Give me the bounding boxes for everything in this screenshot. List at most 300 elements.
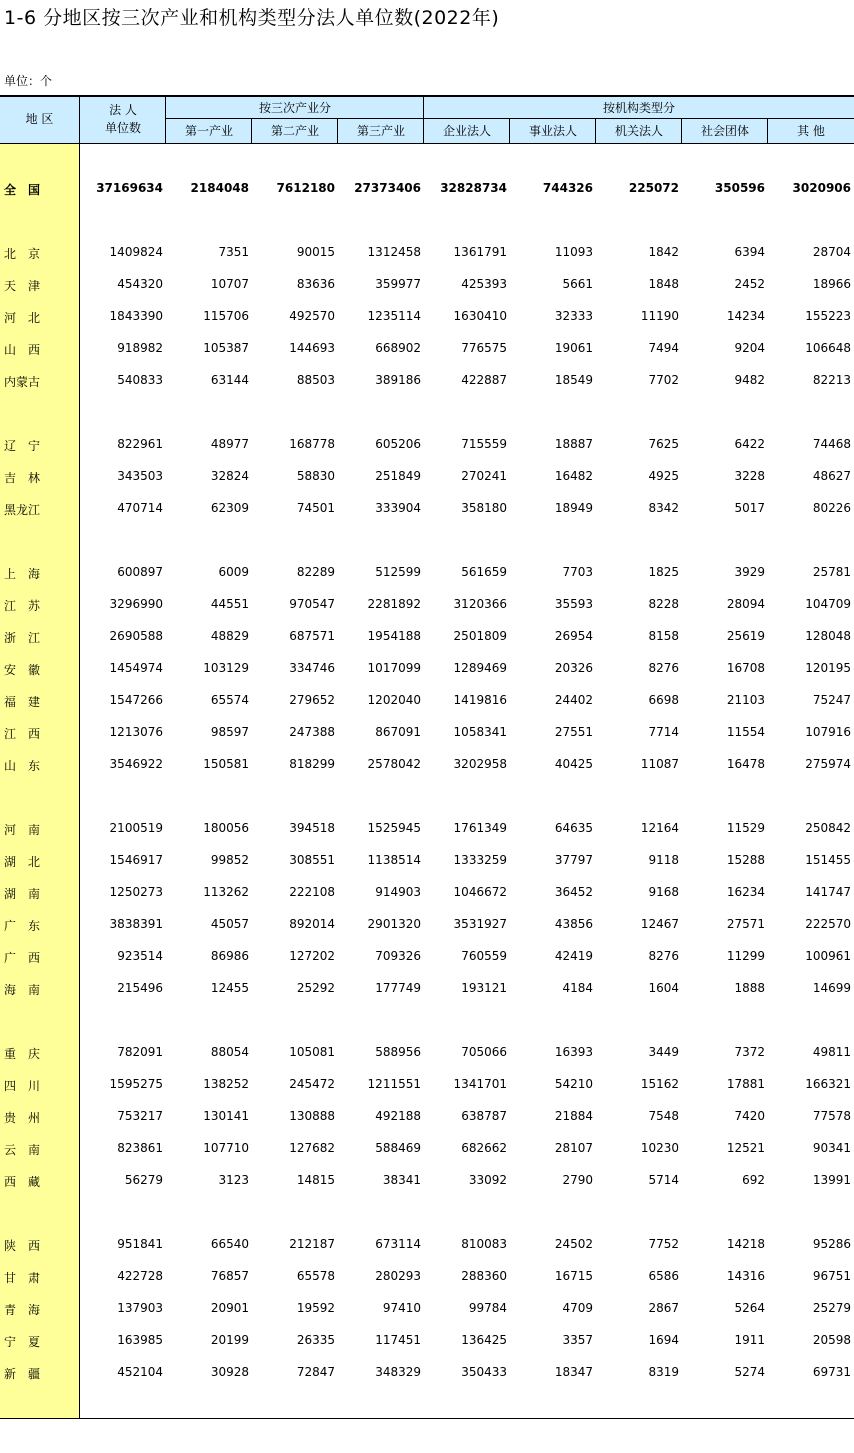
table-cell: 222108 xyxy=(289,885,335,899)
table-cell: 9482 xyxy=(734,373,765,387)
table-bottom-border xyxy=(0,1418,854,1419)
header-col-primary: 第一产业 xyxy=(184,124,233,138)
unit-label: 单位：个 xyxy=(4,74,53,88)
table-cell: 687571 xyxy=(289,629,335,643)
table-cell: 151455 xyxy=(805,853,851,867)
table-cell: 4184 xyxy=(562,981,593,995)
table-row xyxy=(0,754,854,774)
table-cell: 26335 xyxy=(296,1333,335,1347)
table-cell: 8228 xyxy=(648,597,679,611)
table-cell: 127202 xyxy=(289,949,335,963)
table-cell: 9168 xyxy=(648,885,679,899)
table-cell: 95286 xyxy=(812,1237,851,1251)
table-cell: 7548 xyxy=(648,1109,679,1123)
table-cell: 42419 xyxy=(554,949,593,963)
table-cell: 14699 xyxy=(812,981,851,995)
table-cell: 1017099 xyxy=(367,661,421,675)
table-cell: 744326 xyxy=(542,181,593,195)
table-cell: 6009 xyxy=(218,565,249,579)
table-cell: 6586 xyxy=(648,1269,679,1283)
table-cell: 7625 xyxy=(648,437,679,451)
region-name: 江 西 xyxy=(4,727,41,741)
table-cell: 350433 xyxy=(461,1365,507,1379)
table-cell: 7703 xyxy=(562,565,593,579)
region-name: 全 国 xyxy=(4,183,41,197)
table-row xyxy=(0,498,854,518)
table-row-total xyxy=(0,178,854,198)
table-row xyxy=(0,1170,854,1190)
table-cell: 1046672 xyxy=(453,885,507,899)
table-cell: 137903 xyxy=(117,1301,163,1315)
table-cell: 6422 xyxy=(734,437,765,451)
region-name: 云 南 xyxy=(4,1143,41,1157)
region-name: 天 津 xyxy=(4,279,41,293)
table-cell: 823861 xyxy=(117,1141,163,1155)
table-cell: 8158 xyxy=(648,629,679,643)
table-row xyxy=(0,306,854,326)
table-cell: 65574 xyxy=(210,693,249,707)
table-cell: 11299 xyxy=(726,949,765,963)
table-cell: 99852 xyxy=(210,853,249,867)
region-name: 广 东 xyxy=(4,919,41,933)
table-cell: 37797 xyxy=(554,853,593,867)
table-cell: 1842 xyxy=(648,245,679,259)
table-cell: 105081 xyxy=(289,1045,335,1059)
table-cell: 7372 xyxy=(734,1045,765,1059)
table-cell: 18347 xyxy=(554,1365,593,1379)
table-row xyxy=(0,434,854,454)
table-cell: 692 xyxy=(742,1173,765,1187)
table-cell: 13991 xyxy=(812,1173,851,1187)
table-cell: 15162 xyxy=(640,1077,679,1091)
table-cell: 5274 xyxy=(734,1365,765,1379)
table-cell: 28704 xyxy=(812,245,851,259)
table-cell: 36452 xyxy=(554,885,593,899)
table-cell: 77578 xyxy=(812,1109,851,1123)
table-cell: 113262 xyxy=(203,885,249,899)
table-cell: 115706 xyxy=(203,309,249,323)
table-cell: 1333259 xyxy=(453,853,507,867)
table-cell: 212187 xyxy=(289,1237,335,1251)
header-line-7 xyxy=(681,119,682,143)
table-row xyxy=(0,882,854,902)
table-cell: 275974 xyxy=(805,757,851,771)
table-cell: 38341 xyxy=(382,1173,421,1187)
table-cell: 155223 xyxy=(805,309,851,323)
table-cell: 4709 xyxy=(562,1301,593,1315)
table-cell: 782091 xyxy=(117,1045,163,1059)
table-cell: 7420 xyxy=(734,1109,765,1123)
table-cell: 88054 xyxy=(210,1045,249,1059)
table-cell: 12455 xyxy=(210,981,249,995)
table-cell: 128048 xyxy=(805,629,851,643)
table-cell: 308551 xyxy=(289,853,335,867)
header-col-government: 机关法人 xyxy=(614,124,663,138)
table-cell: 27373406 xyxy=(354,181,421,195)
region-name: 北 京 xyxy=(4,247,41,261)
table-cell: 97410 xyxy=(382,1301,421,1315)
table-cell: 130888 xyxy=(289,1109,335,1123)
table-cell: 2867 xyxy=(648,1301,679,1315)
region-name: 内蒙古 xyxy=(4,375,41,389)
table-cell: 11529 xyxy=(726,821,765,835)
table-cell: 2281892 xyxy=(367,597,421,611)
table-cell: 66540 xyxy=(210,1237,249,1251)
table-cell: 106648 xyxy=(805,341,851,355)
table-row xyxy=(0,1042,854,1062)
table-cell: 3546922 xyxy=(109,757,163,771)
header-col-social-group: 社会团体 xyxy=(700,124,749,138)
table-cell: 48977 xyxy=(210,437,249,451)
table-cell: 20326 xyxy=(554,661,593,675)
table-cell: 54210 xyxy=(554,1077,593,1091)
table-cell: 753217 xyxy=(117,1109,163,1123)
table-cell: 540833 xyxy=(117,373,163,387)
table-cell: 104709 xyxy=(805,597,851,611)
table-cell: 168778 xyxy=(289,437,335,451)
table-cell: 16478 xyxy=(726,757,765,771)
table-cell: 561659 xyxy=(461,565,507,579)
header-col-tertiary: 第三产业 xyxy=(356,124,405,138)
header-total-sub: 单位数 xyxy=(104,121,141,135)
region-name: 辽 宁 xyxy=(4,439,41,453)
table-cell: 26954 xyxy=(554,629,593,643)
table-cell: 5264 xyxy=(734,1301,765,1315)
table-cell: 27571 xyxy=(726,917,765,931)
table-cell: 177749 xyxy=(375,981,421,995)
header-divider xyxy=(166,118,854,119)
table-cell: 72847 xyxy=(296,1365,335,1379)
table-cell: 1595275 xyxy=(109,1077,163,1091)
table-cell: 1312458 xyxy=(367,245,421,259)
table-cell: 9118 xyxy=(648,853,679,867)
table-cell: 638787 xyxy=(461,1109,507,1123)
table-cell: 225072 xyxy=(628,181,679,195)
table-cell: 1761349 xyxy=(453,821,507,835)
table-cell: 333904 xyxy=(375,501,421,515)
table-cell: 7702 xyxy=(648,373,679,387)
table-cell: 454320 xyxy=(117,277,163,291)
table-row xyxy=(0,1074,854,1094)
table-cell: 88503 xyxy=(296,373,335,387)
table-cell: 74468 xyxy=(812,437,851,451)
table-cell: 1250273 xyxy=(109,885,163,899)
table-cell: 492188 xyxy=(375,1109,421,1123)
table-cell: 715559 xyxy=(461,437,507,451)
table-cell: 44551 xyxy=(210,597,249,611)
table-cell: 40425 xyxy=(554,757,593,771)
table-cell: 62309 xyxy=(210,501,249,515)
table-cell: 63144 xyxy=(210,373,249,387)
table-row xyxy=(0,1298,854,1318)
table-cell: 2578042 xyxy=(367,757,421,771)
header-group-org: 按机构类型分 xyxy=(602,101,675,115)
table-cell: 6394 xyxy=(734,245,765,259)
table-cell: 822961 xyxy=(117,437,163,451)
table-cell: 28094 xyxy=(726,597,765,611)
table-cell: 28107 xyxy=(554,1141,593,1155)
region-name: 上 海 xyxy=(4,567,41,581)
table-cell: 492570 xyxy=(289,309,335,323)
table-cell: 2184048 xyxy=(190,181,249,195)
table-header xyxy=(0,95,854,144)
header-line-6 xyxy=(595,119,596,143)
table-cell: 30928 xyxy=(210,1365,249,1379)
table-cell: 16715 xyxy=(554,1269,593,1283)
table-cell: 11190 xyxy=(640,309,679,323)
table-cell: 1138514 xyxy=(367,853,421,867)
table-cell: 425393 xyxy=(461,277,507,291)
table-cell: 82213 xyxy=(812,373,851,387)
table-cell: 166321 xyxy=(805,1077,851,1091)
table-cell: 20598 xyxy=(812,1333,851,1347)
table-cell: 1202040 xyxy=(367,693,421,707)
header-line-5 xyxy=(509,119,510,143)
table-cell: 14218 xyxy=(726,1237,765,1251)
table-cell: 21103 xyxy=(726,693,765,707)
table-cell: 48627 xyxy=(812,469,851,483)
table-cell: 18966 xyxy=(812,277,851,291)
table-cell: 1694 xyxy=(648,1333,679,1347)
table-cell: 1361791 xyxy=(453,245,507,259)
table-cell: 144693 xyxy=(289,341,335,355)
table-cell: 3357 xyxy=(562,1333,593,1347)
table-cell: 80226 xyxy=(812,501,851,515)
table-row xyxy=(0,658,854,678)
table-cell: 810083 xyxy=(461,1237,507,1251)
region-name: 新 疆 xyxy=(4,1367,41,1381)
table-cell: 14316 xyxy=(726,1269,765,1283)
table-cell: 1547266 xyxy=(109,693,163,707)
table-row xyxy=(0,946,854,966)
table-cell: 5714 xyxy=(648,1173,679,1187)
table-cell: 9204 xyxy=(734,341,765,355)
table-cell: 1954188 xyxy=(367,629,421,643)
region-name: 黑龙江 xyxy=(4,503,41,517)
table-cell: 705066 xyxy=(461,1045,507,1059)
table-cell: 1825 xyxy=(648,565,679,579)
table-cell: 1843390 xyxy=(109,309,163,323)
table-row xyxy=(0,722,854,742)
table-cell: 20199 xyxy=(210,1333,249,1347)
table-cell: 5017 xyxy=(734,501,765,515)
region-name: 吉 林 xyxy=(4,471,41,485)
table-cell: 10707 xyxy=(210,277,249,291)
header-line-2 xyxy=(251,119,252,143)
table-cell: 1289469 xyxy=(453,661,507,675)
table-cell: 130141 xyxy=(203,1109,249,1123)
region-name: 甘 肃 xyxy=(4,1271,41,1285)
table-cell: 1848 xyxy=(648,277,679,291)
table-cell: 82289 xyxy=(296,565,335,579)
table-cell: 222570 xyxy=(805,917,851,931)
table-cell: 99784 xyxy=(468,1301,507,1315)
region-name: 浙 江 xyxy=(4,631,41,645)
table-cell: 8342 xyxy=(648,501,679,515)
table-cell: 3449 xyxy=(648,1045,679,1059)
table-cell: 8276 xyxy=(648,661,679,675)
table-cell: 358180 xyxy=(461,501,507,515)
table-cell: 668902 xyxy=(375,341,421,355)
region-name: 湖 南 xyxy=(4,887,41,901)
table-cell: 107916 xyxy=(805,725,851,739)
table-cell: 141747 xyxy=(805,885,851,899)
table-cell: 1341701 xyxy=(453,1077,507,1091)
region-name: 山 西 xyxy=(4,343,41,357)
region-name: 河 北 xyxy=(4,311,41,325)
table-cell: 136425 xyxy=(461,1333,507,1347)
region-name: 海 南 xyxy=(4,983,41,997)
table-cell: 7351 xyxy=(218,245,249,259)
region-name: 湖 北 xyxy=(4,855,41,869)
table-cell: 247388 xyxy=(289,725,335,739)
table-cell: 48829 xyxy=(210,629,249,643)
table-cell: 16482 xyxy=(554,469,593,483)
table-cell: 892014 xyxy=(289,917,335,931)
table-cell: 7612180 xyxy=(276,181,335,195)
table-row xyxy=(0,1106,854,1126)
table-row xyxy=(0,242,854,262)
table-row xyxy=(0,370,854,390)
table-cell: 107710 xyxy=(203,1141,249,1155)
table-cell: 27551 xyxy=(554,725,593,739)
table-cell: 15288 xyxy=(726,853,765,867)
region-name: 四 川 xyxy=(4,1079,41,1093)
table-cell: 470714 xyxy=(117,501,163,515)
table-cell: 422728 xyxy=(117,1269,163,1283)
table-cell: 2501809 xyxy=(453,629,507,643)
table-cell: 776575 xyxy=(461,341,507,355)
table-cell: 1888 xyxy=(734,981,765,995)
region-name: 贵 州 xyxy=(4,1111,41,1125)
header-group-industry: 按三次产业分 xyxy=(258,101,331,115)
table-cell: 1454974 xyxy=(109,661,163,675)
table-cell: 16393 xyxy=(554,1045,593,1059)
table-cell: 12467 xyxy=(640,917,679,931)
table-cell: 17881 xyxy=(726,1077,765,1091)
table-cell: 75247 xyxy=(812,693,851,707)
table-cell: 709326 xyxy=(375,949,421,963)
table-cell: 16708 xyxy=(726,661,765,675)
table-cell: 105387 xyxy=(203,341,249,355)
table-row xyxy=(0,1266,854,1286)
table-cell: 25292 xyxy=(296,981,335,995)
region-name: 重 庆 xyxy=(4,1047,41,1061)
table-cell: 1235114 xyxy=(367,309,421,323)
table-cell: 215496 xyxy=(117,981,163,995)
table-cell: 10230 xyxy=(640,1141,679,1155)
table-cell: 32824 xyxy=(210,469,249,483)
table-cell: 83636 xyxy=(296,277,335,291)
region-name: 福 建 xyxy=(4,695,41,709)
table-cell: 25781 xyxy=(812,565,851,579)
table-row xyxy=(0,690,854,710)
table-cell: 12164 xyxy=(640,821,679,835)
table-row xyxy=(0,1138,854,1158)
header-region: 地 区 xyxy=(25,112,54,126)
table-cell: 1604 xyxy=(648,981,679,995)
table-cell: 90341 xyxy=(812,1141,851,1155)
table-cell: 3202958 xyxy=(453,757,507,771)
table-cell: 334746 xyxy=(289,661,335,675)
table-cell: 33092 xyxy=(468,1173,507,1187)
table-cell: 16234 xyxy=(726,885,765,899)
table-cell: 11087 xyxy=(640,757,679,771)
table-row xyxy=(0,626,854,646)
table-cell: 69731 xyxy=(812,1365,851,1379)
table-cell: 180056 xyxy=(203,821,249,835)
header-col-institution: 事业法人 xyxy=(528,124,577,138)
table-cell: 3020906 xyxy=(792,181,851,195)
region-name: 河 南 xyxy=(4,823,41,837)
table-row xyxy=(0,274,854,294)
table-cell: 120195 xyxy=(805,661,851,675)
table-cell: 32828734 xyxy=(440,181,507,195)
table-cell: 600897 xyxy=(117,565,163,579)
table-cell: 25619 xyxy=(726,629,765,643)
header-col-other: 其 他 xyxy=(797,124,825,138)
table-cell: 279652 xyxy=(289,693,335,707)
header-col-enterprise: 企业法人 xyxy=(442,124,491,138)
table-cell: 19592 xyxy=(296,1301,335,1315)
table-cell: 8319 xyxy=(648,1365,679,1379)
table-cell: 5661 xyxy=(562,277,593,291)
table-cell: 18549 xyxy=(554,373,593,387)
table-cell: 2452 xyxy=(734,277,765,291)
table-cell: 760559 xyxy=(461,949,507,963)
table-cell: 32333 xyxy=(554,309,593,323)
table-cell: 389186 xyxy=(375,373,421,387)
table-cell: 3228 xyxy=(734,469,765,483)
table-cell: 3123 xyxy=(218,1173,249,1187)
table-cell: 37169634 xyxy=(96,181,163,195)
table-cell: 76857 xyxy=(210,1269,249,1283)
table-cell: 4925 xyxy=(648,469,679,483)
table-cell: 452104 xyxy=(117,1365,163,1379)
table-title: 1-6 分地区按三次产业和机构类型分法人单位数(2022年) xyxy=(4,7,500,29)
table-cell: 117451 xyxy=(375,1333,421,1347)
table-cell: 11554 xyxy=(726,725,765,739)
table-cell: 24502 xyxy=(554,1237,593,1251)
region-name: 山 东 xyxy=(4,759,41,773)
table-cell: 14815 xyxy=(296,1173,335,1187)
table-cell: 98597 xyxy=(210,725,249,739)
table-cell: 3929 xyxy=(734,565,765,579)
table-cell: 2901320 xyxy=(367,917,421,931)
table-cell: 1525945 xyxy=(367,821,421,835)
table-cell: 11093 xyxy=(554,245,593,259)
table-cell: 18887 xyxy=(554,437,593,451)
table-cell: 35593 xyxy=(554,597,593,611)
table-cell: 1630410 xyxy=(453,309,507,323)
table-cell: 20901 xyxy=(210,1301,249,1315)
table-cell: 1911 xyxy=(734,1333,765,1347)
table-cell: 512599 xyxy=(375,565,421,579)
table-cell: 1419816 xyxy=(453,693,507,707)
header-line-1 xyxy=(165,97,166,143)
table-row xyxy=(0,978,854,998)
table-cell: 86986 xyxy=(210,949,249,963)
table-cell: 280293 xyxy=(375,1269,421,1283)
table-row xyxy=(0,338,854,358)
table-cell: 150581 xyxy=(203,757,249,771)
table-cell: 64635 xyxy=(554,821,593,835)
table-cell: 348329 xyxy=(375,1365,421,1379)
header-col-secondary: 第二产业 xyxy=(270,124,319,138)
table-row xyxy=(0,850,854,870)
region-name: 江 苏 xyxy=(4,599,41,613)
table-cell: 350596 xyxy=(714,181,765,195)
